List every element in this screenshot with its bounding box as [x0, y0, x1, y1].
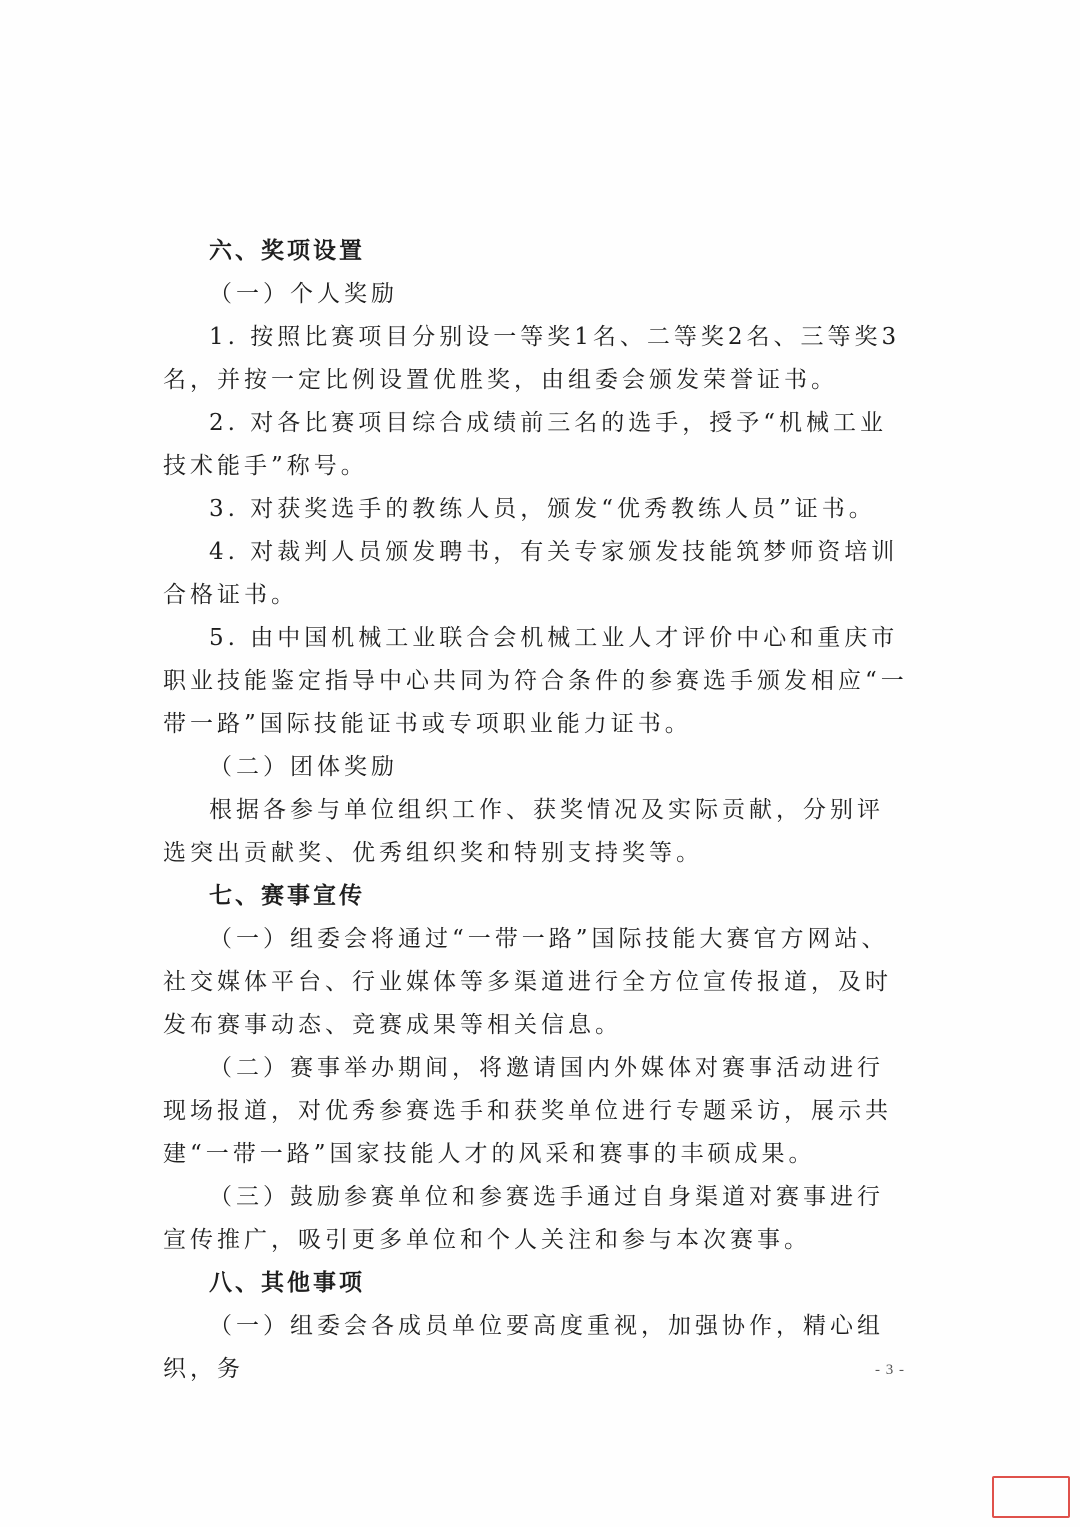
page-number: - 3 -: [875, 1362, 905, 1378]
award-item-1: 1. 按照比赛项目分别设一等奖1名、二等奖2名、三等奖3名，并按一定比例设置优胜奖，由组委会颁发荣誉证书。: [163, 324, 901, 393]
award-item-2: 2. 对各比赛项目综合成绩前三名的选手，授予“机械工业技术能手”称号。: [163, 410, 888, 479]
section-eight-heading: 八、其他事项: [209, 1270, 365, 1296]
publicity-paragraph-1: （一）组委会将通过“一带一路”国际技能大赛官方网站、社交媒体平台、行业媒体等多渠道进行全方位宣传报道，及时发布赛事动态、竞赛成果等相关信息。: [163, 926, 892, 1038]
section-seven-heading: 七、赛事宣传: [209, 883, 365, 909]
section-six-heading: 六、奖项设置: [209, 238, 365, 264]
publicity-paragraph-2: （二）赛事举办期间，将邀请国内外媒体对赛事活动进行现场报道，对优秀参赛选手和获奖单位进行专题采访，展示共建“一带一路”国家技能人才的风采和赛事的丰硕成果。: [163, 1055, 892, 1167]
watermark-seal-icon: [992, 1476, 1070, 1518]
team-award-paragraph: 根据各参与单位组织工作、获奖情况及实际贡献，分别评选突出贡献奖、优秀组织奖和特别支持奖等。: [163, 797, 884, 866]
award-item-4: 4. 对裁判人员颁发聘书，有关专家颁发技能筑梦师资培训合格证书。: [163, 539, 899, 608]
other-matters-paragraph-1: （一）组委会各成员单位要高度重视，加强协作，精心组织，务: [163, 1313, 884, 1382]
award-item-5: 5. 由中国机械工业联合会机械工业人才评价中心和重庆市职业技能鉴定指导中心共同为符合条件的参赛选手颁发相应“一带一路”国际技能证书或专项职业能力证书。: [163, 625, 908, 737]
document-body: [163, 230, 908, 1391]
award-item-3: 3. 对获奖选手的教练人员，颁发“优秀教练人员”证书。: [209, 496, 876, 522]
section-six-sub2-title: （二）团体奖励: [209, 754, 398, 780]
section-six-sub1-title: （一）个人奖励: [209, 281, 398, 307]
publicity-paragraph-3: （三）鼓励参赛单位和参赛选手通过自身渠道对赛事进行宣传推广，吸引更多单位和个人关注和参与本次赛事。: [163, 1184, 884, 1253]
